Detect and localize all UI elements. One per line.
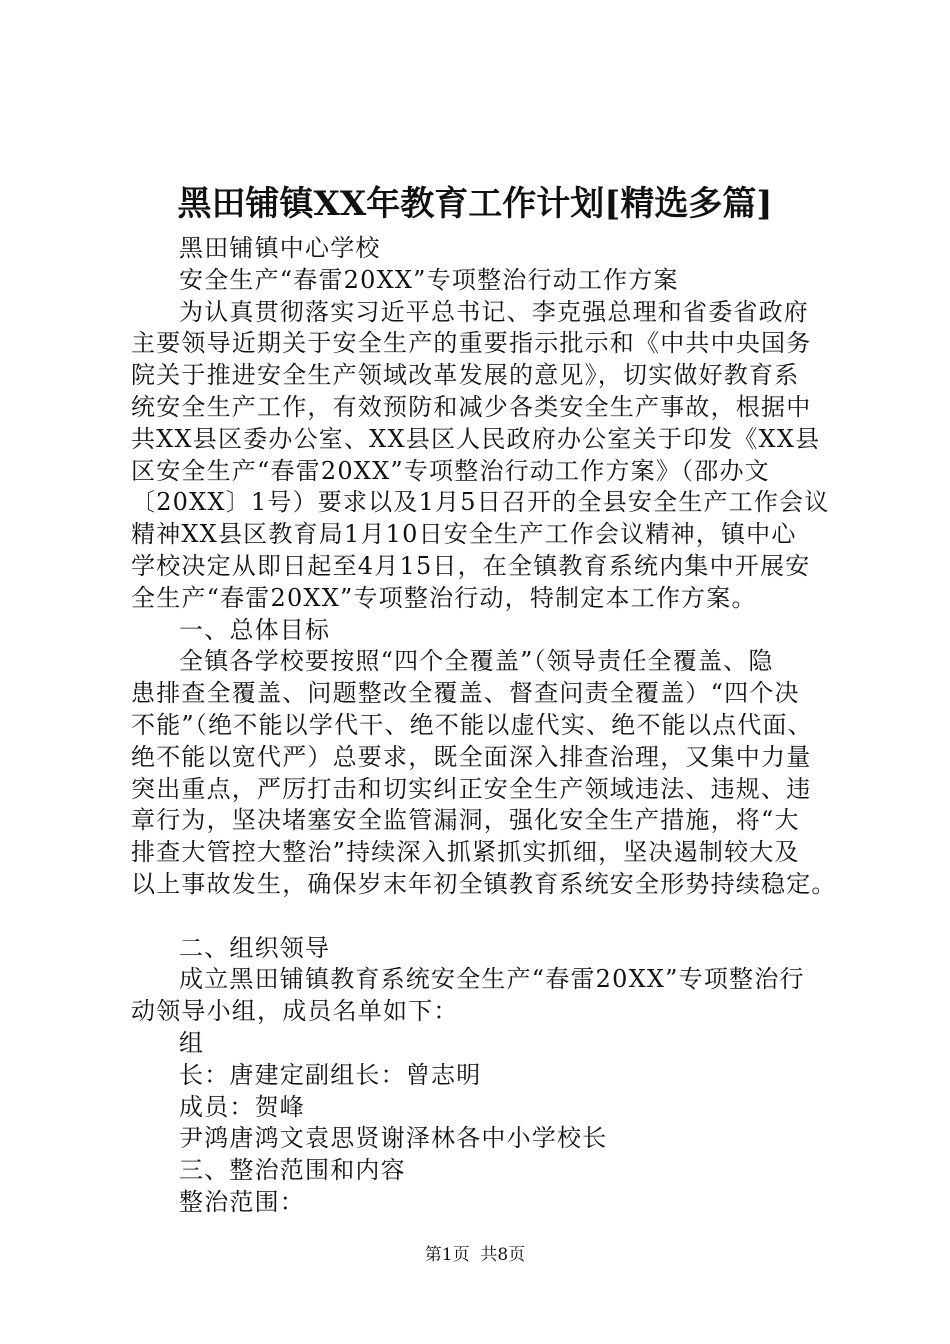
text-line: 安全生产“春雷20XX”专项整治行动工作方案 [179, 265, 679, 294]
text-line: 尹鸿唐鸿文袁思贤谢泽林各中小学校长 [179, 1124, 608, 1153]
text-line: 突出重点，严厉打击和切实纠正安全生产领域违法、违规、违 [131, 774, 812, 803]
text-line: 患排查全覆盖、问题整改全覆盖、督查问责全覆盖）“四个决 [131, 679, 800, 708]
page-number: 第1页 共8页 [424, 1245, 526, 1265]
text-line: 〔20XX〕1号）要求以及1月5日召开的全县安全生产工作会议 [131, 488, 830, 517]
text-line: 精神XX县区教育局1月10日安全生产工作会议精神，镇中心 [131, 520, 797, 549]
text-line: 二、组织领导 [179, 933, 331, 962]
text-line: 一、总体目标 [179, 615, 331, 644]
text-line: 成员：贺峰 [179, 1092, 305, 1121]
blank-line [131, 901, 851, 933]
text-line: 学校决定从即日起至4月15日，在全镇教育系统内集中开展安 [131, 551, 811, 580]
text-line: 排查大管控大整治”持续深入抓紧抓实抓细，坚决遏制较大及 [131, 838, 800, 867]
text-line: 整治范围： [179, 1187, 305, 1216]
text-line: 不能”（绝不能以学代干、绝不能以虚代实、绝不能以点代面、 [131, 710, 813, 739]
text-line: 为认真贯彻落实习近平总书记、李克强总理和省委省政府 [179, 297, 809, 326]
text-line: 院关于推进安全生产领域改革发展的意见》，切实做好教育系 [131, 361, 800, 390]
text-line: 共XX县区委办公室、XX县区人民政府办公室关于印发《XX县 [131, 424, 821, 453]
document-title: 黑田铺镇XX年教育工作计划[精选多篇] [177, 184, 773, 224]
text-line: 区安全生产“春雷20XX”专项整治行动工作方案》（邵办文 [131, 456, 770, 485]
text-line: 三、整治范围和内容 [179, 1156, 406, 1185]
text-line: 章行为，坚决堵塞安全监管漏洞，强化安全生产措施，将“大 [131, 806, 800, 835]
text-line: 主要领导近期关于安全生产的重要指示批示和《中共中央国务 [131, 329, 812, 358]
text-line: 全生产“春雷20XX”专项整治行动，特制定本工作方案。 [131, 583, 757, 612]
text-line: 成立黑田铺镇教育系统安全生产“春雷20XX”专项整治行 [179, 965, 805, 994]
text-line: 黑田铺镇中心学校 [179, 234, 381, 262]
text-line: 以上事故发生，确保岁末年初全镇教育系统安全形势持续稳定。 [131, 869, 837, 898]
text-line: 全镇各学校要按照“四个全覆盖”（领导责任全覆盖、隐 [179, 647, 774, 676]
document-body [131, 233, 851, 1219]
text-line: 组 [179, 1028, 205, 1057]
text-line: 绝不能以宽代严）总要求，既全面深入排查治理，又集中力量 [131, 742, 812, 771]
text-line: 长：唐建定副组长：曾志明 [179, 1060, 482, 1089]
text-line: 统安全生产工作，有效预防和减少各类安全生产事故，根据中 [131, 392, 812, 421]
text-line: 动领导小组，成员名单如下： [131, 997, 459, 1026]
